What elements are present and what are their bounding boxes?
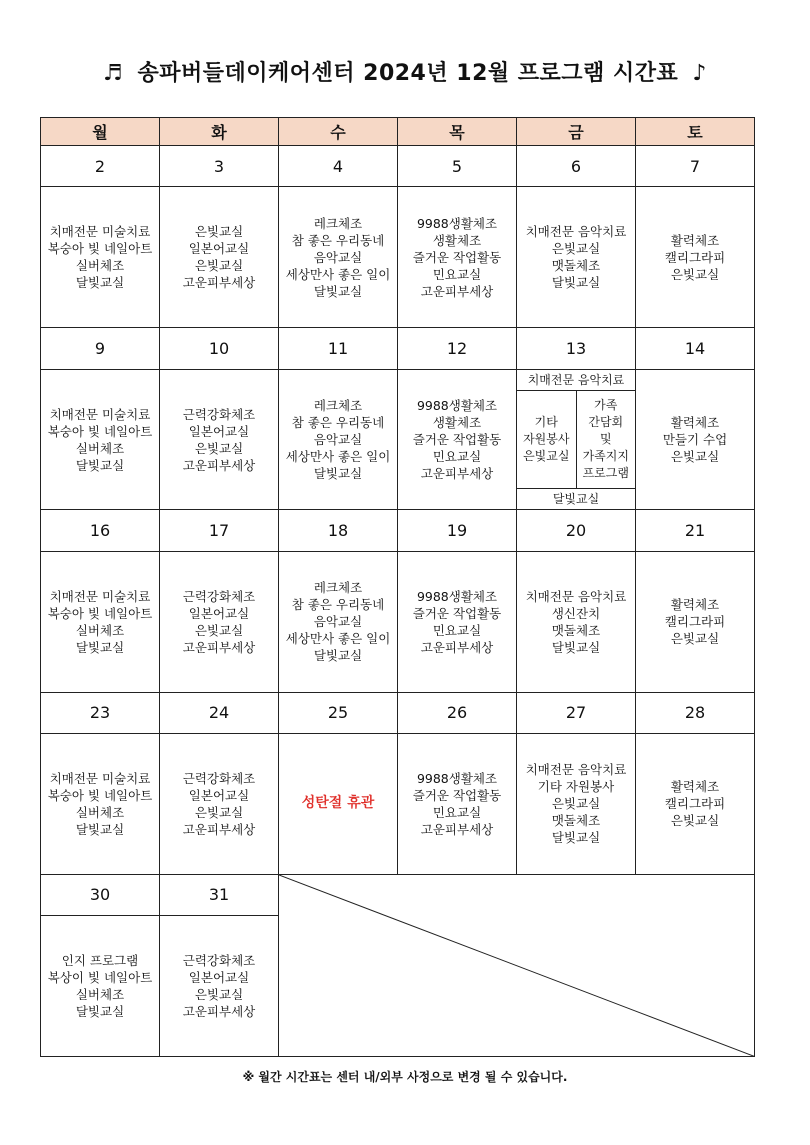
program-list: 치매전문 음악치료 은빛교실 맷돌체조 달빛교실 <box>525 224 627 291</box>
program-cell <box>279 187 398 328</box>
title-text: 송파버들데이케어센터 2024년 12월 프로그램 시간표 <box>137 61 679 86</box>
diagonal-line <box>279 875 754 1056</box>
date-cell: 18 <box>279 510 398 551</box>
date-cell: 16 <box>41 510 160 551</box>
date-cell: 28 <box>636 692 755 733</box>
date-cell: 30 <box>41 874 160 915</box>
holiday-label: 성탄절 휴관 <box>301 795 375 812</box>
program-cell <box>160 551 279 692</box>
footnote: ※ 월간 시간표는 센터 내/외부 사정으로 변경 될 수 있습니다. <box>242 1070 568 1084</box>
program-cell <box>398 551 517 692</box>
program-row <box>41 369 755 510</box>
program-list: 레크체조 참 좋은 우리동네 음악교실 세상만사 좋은 일이 달빛교실 <box>285 215 391 299</box>
program-list: 9988생활체조 생활체조 즐거운 작업활동 민요교실 고운피부세상 <box>412 398 502 481</box>
program-cell <box>398 733 517 874</box>
program-row <box>41 187 755 328</box>
split-program-box <box>517 370 635 510</box>
program-cell <box>636 187 755 328</box>
weekday-tue: 화 <box>160 118 279 146</box>
program-list: 활력체조 캘리그라피 은빛교실 <box>664 232 726 282</box>
weekday-thu: 목 <box>398 118 517 146</box>
split-middle <box>517 391 635 489</box>
date-cell: 25 <box>279 692 398 733</box>
program-list: 치매전문 음악치료 생신잔치 맷돌체조 달빛교실 <box>525 588 627 655</box>
weekday-sat: 토 <box>636 118 755 146</box>
program-cell <box>279 369 398 510</box>
date-cell: 17 <box>160 510 279 551</box>
date-row <box>41 328 755 369</box>
program-list: 9988생활체조 즐거운 작업활동 민요교실 고운피부세상 <box>412 588 502 655</box>
split-top-program: 치매전문 음악치료 <box>517 370 635 391</box>
music-note-icon: ♬ <box>103 61 124 86</box>
program-list: 치매전문 미술치료 복숭아 빛 네일아트 실버체조 달빛교실 <box>47 406 153 473</box>
date-cell: 21 <box>636 510 755 551</box>
program-row <box>41 551 755 692</box>
date-cell: 13 <box>517 328 636 369</box>
program-cell <box>41 187 160 328</box>
date-cell: 7 <box>636 146 755 187</box>
date-cell: 6 <box>517 146 636 187</box>
program-list: 9988생활체조 즐거운 작업활동 민요교실 고운피부세상 <box>412 770 502 837</box>
program-cell <box>160 187 279 328</box>
weekday-fri: 금 <box>517 118 636 146</box>
date-row <box>41 146 755 187</box>
date-row <box>41 510 755 551</box>
date-cell: 10 <box>160 328 279 369</box>
date-cell: 5 <box>398 146 517 187</box>
program-list: 치매전문 미술치료 복숭아 빛 네일아트 실버체조 달빛교실 <box>47 588 153 655</box>
program-list: 근력강화체조 일본어교실 은빛교실 고운피부세상 <box>182 588 256 655</box>
date-cell: 11 <box>279 328 398 369</box>
program-cell <box>398 187 517 328</box>
program-cell <box>160 369 279 510</box>
program-cell <box>160 733 279 874</box>
split-left-program: 기타 자원봉사 은빛교실 <box>517 391 577 489</box>
weekday-header-row <box>41 118 755 146</box>
program-cell <box>41 733 160 874</box>
program-list: 은빛교실 일본어교실 은빛교실 고운피부세상 <box>182 224 256 291</box>
program-list: 치매전문 미술치료 복숭아 빛 네일아트 실버체조 달빛교실 <box>47 770 153 837</box>
page-title <box>0 56 810 87</box>
program-cell <box>41 915 160 1056</box>
date-cell: 27 <box>517 692 636 733</box>
empty-diagonal-cell <box>279 874 755 1056</box>
date-cell: 3 <box>160 146 279 187</box>
weekday-mon: 월 <box>41 118 160 146</box>
program-cell-split <box>517 369 636 510</box>
date-cell: 26 <box>398 692 517 733</box>
weekday-wed: 수 <box>279 118 398 146</box>
date-cell: 23 <box>41 692 160 733</box>
date-cell: 12 <box>398 328 517 369</box>
program-list: 인지 프로그램 복상이 빛 네일아트 실버체조 달빛교실 <box>47 952 153 1019</box>
program-cell <box>636 369 755 510</box>
music-note-icon: ♪ <box>692 61 707 86</box>
program-cell <box>517 733 636 874</box>
program-list: 치매전문 음악치료 기타 자원봉사 은빛교실 맷돌체조 달빛교실 <box>525 762 627 846</box>
date-cell: 24 <box>160 692 279 733</box>
program-cell <box>517 551 636 692</box>
date-cell: 9 <box>41 328 160 369</box>
date-row <box>41 692 755 733</box>
program-list: 활력체조 캘리그라피 은빛교실 <box>664 779 726 829</box>
holiday-cell <box>279 733 398 874</box>
program-cell <box>636 733 755 874</box>
program-cell <box>279 551 398 692</box>
program-row <box>41 733 755 874</box>
program-cell <box>41 551 160 692</box>
split-bottom-program: 달빛교실 <box>517 488 635 509</box>
date-row <box>41 874 755 915</box>
program-list: 레크체조 참 좋은 우리동네 음악교실 세상만사 좋은 일이 달빛교실 <box>285 580 391 664</box>
program-list: 치매전문 미술치료 복숭아 빛 네일아트 실버체조 달빛교실 <box>47 224 153 291</box>
program-list: 근력강화체조 일본어교실 은빛교실 고운피부세상 <box>182 406 256 473</box>
program-list: 활력체조 캘리그라피 은빛교실 <box>664 597 726 647</box>
date-cell: 31 <box>160 874 279 915</box>
date-cell: 2 <box>41 146 160 187</box>
date-cell: 19 <box>398 510 517 551</box>
program-cell <box>398 369 517 510</box>
schedule-table <box>40 117 755 1057</box>
date-cell: 14 <box>636 328 755 369</box>
program-list: 근력강화체조 일본어교실 은빛교실 고운피부세상 <box>182 770 256 837</box>
program-list: 9988생활체조 생활체조 즐거운 작업활동 민요교실 고운피부세상 <box>412 215 502 299</box>
program-cell <box>517 187 636 328</box>
program-cell <box>636 551 755 692</box>
program-cell <box>41 369 160 510</box>
split-right-program: 가족 간담회 및 가족지지 프로그램 <box>582 398 629 480</box>
program-list: 레크체조 참 좋은 우리동네 음악교실 세상만사 좋은 일이 달빛교실 <box>285 398 391 481</box>
program-list: 근력강화체조 일본어교실 은빛교실 고운피부세상 <box>182 952 256 1019</box>
date-cell: 20 <box>517 510 636 551</box>
date-cell: 4 <box>279 146 398 187</box>
program-cell <box>160 915 279 1056</box>
program-list: 활력체조 만들기 수업 은빛교실 <box>662 415 728 464</box>
